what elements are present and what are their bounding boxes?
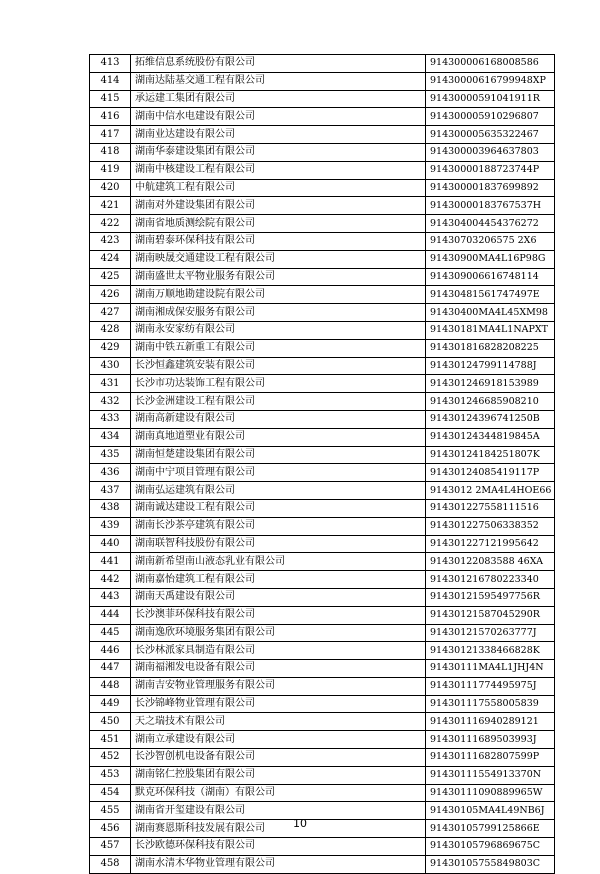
row-number: 428 — [90, 321, 131, 339]
company-name: 湖南联智科技股份有限公司 — [131, 535, 426, 553]
company-name: 天之瑞技术有限公司 — [131, 713, 426, 731]
company-name: 长沙恒鑫建筑安装有限公司 — [131, 357, 426, 375]
table-row — [90, 677, 555, 695]
row-number: 456 — [90, 820, 131, 838]
credit-code: 914301216780223340 — [426, 571, 555, 589]
table-row — [90, 179, 555, 197]
table-row — [90, 250, 555, 268]
credit-code: 91430124344819845A — [426, 428, 555, 446]
company-name: 湖南盛世太平物业服务有限公司 — [131, 268, 426, 286]
table-row — [90, 784, 555, 802]
credit-code: 914300001837699892 — [426, 179, 555, 197]
table-row — [90, 321, 555, 339]
company-name: 湖南映晟交通建设工程有限公司 — [131, 250, 426, 268]
table-row — [90, 571, 555, 589]
credit-code: 914301116940289121 — [426, 713, 555, 731]
credit-code: 914301246918153989 — [426, 375, 555, 393]
row-number: 441 — [90, 553, 131, 571]
row-number: 436 — [90, 464, 131, 482]
company-name: 长沙市功达装饰工程有限公司 — [131, 375, 426, 393]
company-name: 湖南华泰建设集团有限公司 — [131, 143, 426, 161]
table-row — [90, 375, 555, 393]
table-row — [90, 838, 555, 856]
row-number: 448 — [90, 677, 131, 695]
table-row — [90, 624, 555, 642]
company-name: 湖南碧泰环保科技有限公司 — [131, 232, 426, 250]
company-name: 默克环保科技（湖南）有限公司 — [131, 784, 426, 802]
credit-code: 91430111774495975J — [426, 677, 555, 695]
company-name: 湖南吉安物业管理服务有限公司 — [131, 677, 426, 695]
credit-code: 91430000591041911R — [426, 90, 555, 108]
credit-code: 914301117558005839 — [426, 695, 555, 713]
table-row — [90, 499, 555, 517]
credit-code: 914301246685908210 — [426, 393, 555, 411]
row-number: 421 — [90, 197, 131, 215]
row-number: 419 — [90, 161, 131, 179]
company-name: 湖南新希望南山液态乳业有限公司 — [131, 553, 426, 571]
company-name: 湖南中信水电建设有限公司 — [131, 108, 426, 126]
row-number: 439 — [90, 517, 131, 535]
company-name: 湖南万顺地勘建设院有限公司 — [131, 286, 426, 304]
credit-code: 914301227558111516 — [426, 499, 555, 517]
row-number: 420 — [90, 179, 131, 197]
company-name: 湖南铭仁控股集团有限公司 — [131, 766, 426, 784]
credit-code: 914301227121995642 — [426, 535, 555, 553]
credit-code: 914300006168008586 — [426, 55, 555, 73]
credit-code: 914300005910296807 — [426, 108, 555, 126]
table-row — [90, 55, 555, 73]
credit-code: 91430111682807599P — [426, 749, 555, 767]
company-name: 长沙林派家具制造有限公司 — [131, 642, 426, 660]
table-row — [90, 393, 555, 411]
row-number: 435 — [90, 446, 131, 464]
company-name: 拓维信息系统股份有限公司 — [131, 55, 426, 73]
row-number: 457 — [90, 838, 131, 856]
table-row — [90, 161, 555, 179]
company-name: 湖南嘉怡建筑工程有限公司 — [131, 571, 426, 589]
credit-code: 91430000188723744P — [426, 161, 555, 179]
credit-code: 91430481561747497E — [426, 286, 555, 304]
row-number: 450 — [90, 713, 131, 731]
row-number: 415 — [90, 90, 131, 108]
table-row — [90, 215, 555, 233]
row-number: 430 — [90, 357, 131, 375]
row-number: 423 — [90, 232, 131, 250]
row-number: 416 — [90, 108, 131, 126]
company-table-body — [90, 55, 555, 874]
credit-code: 91430105755849803C — [426, 855, 555, 873]
row-number: 455 — [90, 802, 131, 820]
row-number: 437 — [90, 482, 131, 500]
row-number: 426 — [90, 286, 131, 304]
company-name: 长沙金洲建设工程有限公司 — [131, 393, 426, 411]
row-number: 451 — [90, 731, 131, 749]
company-name: 湖南永安家纺有限公司 — [131, 321, 426, 339]
credit-code: 914301816828208225 — [426, 339, 555, 357]
credit-code: 91430121595497756R — [426, 588, 555, 606]
credit-code: 91430105796869675C — [426, 838, 555, 856]
table-row — [90, 766, 555, 784]
row-number: 424 — [90, 250, 131, 268]
row-number: 447 — [90, 660, 131, 678]
company-name: 湖南真地道塑业有限公司 — [131, 428, 426, 446]
table-row — [90, 428, 555, 446]
company-name: 湖南业达建设有限公司 — [131, 126, 426, 144]
table-row — [90, 410, 555, 428]
credit-code: 91430105799125866E — [426, 820, 555, 838]
credit-code: 91430124396741250B — [426, 410, 555, 428]
row-number: 442 — [90, 571, 131, 589]
row-number: 445 — [90, 624, 131, 642]
table-row — [90, 464, 555, 482]
company-name: 湖南恒楚建设集团有限公司 — [131, 446, 426, 464]
credit-code: 91430900MA4L16P98G — [426, 250, 555, 268]
row-number: 446 — [90, 642, 131, 660]
table-row — [90, 126, 555, 144]
row-number: 453 — [90, 766, 131, 784]
company-name: 湖南弘运建筑有限公司 — [131, 482, 426, 500]
credit-code: 91430111090889965W — [426, 784, 555, 802]
table-row — [90, 108, 555, 126]
credit-code: 91430121587045290R — [426, 606, 555, 624]
company-name: 中航建筑工程有限公司 — [131, 179, 426, 197]
company-name: 湖南省开玺建设有限公司 — [131, 802, 426, 820]
credit-code: 91430181MA4L1NAPXT — [426, 321, 555, 339]
row-number: 458 — [90, 855, 131, 873]
page-number: 10 — [293, 817, 307, 830]
company-name: 湖南中核建设工程有限公司 — [131, 161, 426, 179]
table-row — [90, 855, 555, 873]
table-row — [90, 553, 555, 571]
row-number: 440 — [90, 535, 131, 553]
company-name: 湖南湘成保安服务有限公司 — [131, 304, 426, 322]
table-row — [90, 357, 555, 375]
table-row — [90, 731, 555, 749]
row-number: 454 — [90, 784, 131, 802]
row-number: 427 — [90, 304, 131, 322]
credit-code: 914300003964637803 — [426, 143, 555, 161]
credit-code: 914300005635322467 — [426, 126, 555, 144]
company-name: 湖南诚达建设工程有限公司 — [131, 499, 426, 517]
company-name: 湖南省地质测绘院有限公司 — [131, 215, 426, 233]
credit-code: 91430111554913370N — [426, 766, 555, 784]
row-number: 449 — [90, 695, 131, 713]
company-name: 长沙澳菲环保科技有限公司 — [131, 606, 426, 624]
row-number: 413 — [90, 55, 131, 73]
table-row — [90, 72, 555, 90]
table-row — [90, 517, 555, 535]
row-number: 434 — [90, 428, 131, 446]
credit-code: 91430105MA4L49NB6J — [426, 802, 555, 820]
row-number: 443 — [90, 588, 131, 606]
credit-code: 91430121570263777J — [426, 624, 555, 642]
company-name: 长沙锦峰物业管理有限公司 — [131, 695, 426, 713]
row-number: 422 — [90, 215, 131, 233]
row-number: 431 — [90, 375, 131, 393]
credit-code: 91430703206575 2X6 — [426, 232, 555, 250]
row-number: 438 — [90, 499, 131, 517]
company-name: 湖南对外建设集团有限公司 — [131, 197, 426, 215]
credit-code: 91430124085419117P — [426, 464, 555, 482]
credit-code: 91430121338466828K — [426, 642, 555, 660]
table-row — [90, 304, 555, 322]
company-name: 湖南中宁项目管理有限公司 — [131, 464, 426, 482]
table-row — [90, 143, 555, 161]
table-row — [90, 713, 555, 731]
row-number: 444 — [90, 606, 131, 624]
company-name: 湖南达陆基交通工程有限公司 — [131, 72, 426, 90]
credit-code: 914309006616748114 — [426, 268, 555, 286]
company-name: 湖南逸欣环境服务集团有限公司 — [131, 624, 426, 642]
credit-code: 91430111MA4L1JHJ4N — [426, 660, 555, 678]
credit-code: 9143012 2MA4L4HOE66 — [426, 482, 555, 500]
row-number: 414 — [90, 72, 131, 90]
table-row — [90, 749, 555, 767]
credit-code: 914301227506338352 — [426, 517, 555, 535]
table-row — [90, 197, 555, 215]
table-row — [90, 232, 555, 250]
table-row — [90, 695, 555, 713]
company-name: 湖南中铁五新重工有限公司 — [131, 339, 426, 357]
row-number: 425 — [90, 268, 131, 286]
table-row — [90, 446, 555, 464]
table-row — [90, 90, 555, 108]
credit-code: 914304004454376272 — [426, 215, 555, 233]
credit-code: 91430000183767537H — [426, 197, 555, 215]
table-row — [90, 660, 555, 678]
row-number: 452 — [90, 749, 131, 767]
company-name: 湖南长沙茶亭建筑有限公司 — [131, 517, 426, 535]
credit-code: 91430000616799948XP — [426, 72, 555, 90]
company-name: 湖南高新建设有限公司 — [131, 410, 426, 428]
company-name: 湖南立承建设有限公司 — [131, 731, 426, 749]
company-name: 湖南水清木华物业管理有限公司 — [131, 855, 426, 873]
table-row — [90, 588, 555, 606]
row-number: 432 — [90, 393, 131, 411]
table-row — [90, 339, 555, 357]
row-number: 417 — [90, 126, 131, 144]
company-name: 长沙智创机电设备有限公司 — [131, 749, 426, 767]
credit-code: 91430111689503993J — [426, 731, 555, 749]
company-name: 湖南赛恩斯科技发展有限公司 — [131, 820, 426, 838]
row-number: 429 — [90, 339, 131, 357]
table-row — [90, 286, 555, 304]
company-name: 承运建工集团有限公司 — [131, 90, 426, 108]
row-number: 433 — [90, 410, 131, 428]
company-name: 长沙欧德环保科技有限公司 — [131, 838, 426, 856]
credit-code: 91430124799114788J — [426, 357, 555, 375]
credit-code: 91430122083588 46XA — [426, 553, 555, 571]
table-row — [90, 606, 555, 624]
table-row — [90, 535, 555, 553]
credit-code: 91430124184251807K — [426, 446, 555, 464]
company-table — [89, 54, 555, 874]
company-name: 湖南福湘发电设备有限公司 — [131, 660, 426, 678]
table-row — [90, 642, 555, 660]
credit-code: 91430400MA4L45XM98 — [426, 304, 555, 322]
row-number: 418 — [90, 143, 131, 161]
table-row — [90, 482, 555, 500]
company-name: 湖南天禹建设有限公司 — [131, 588, 426, 606]
table-row — [90, 268, 555, 286]
